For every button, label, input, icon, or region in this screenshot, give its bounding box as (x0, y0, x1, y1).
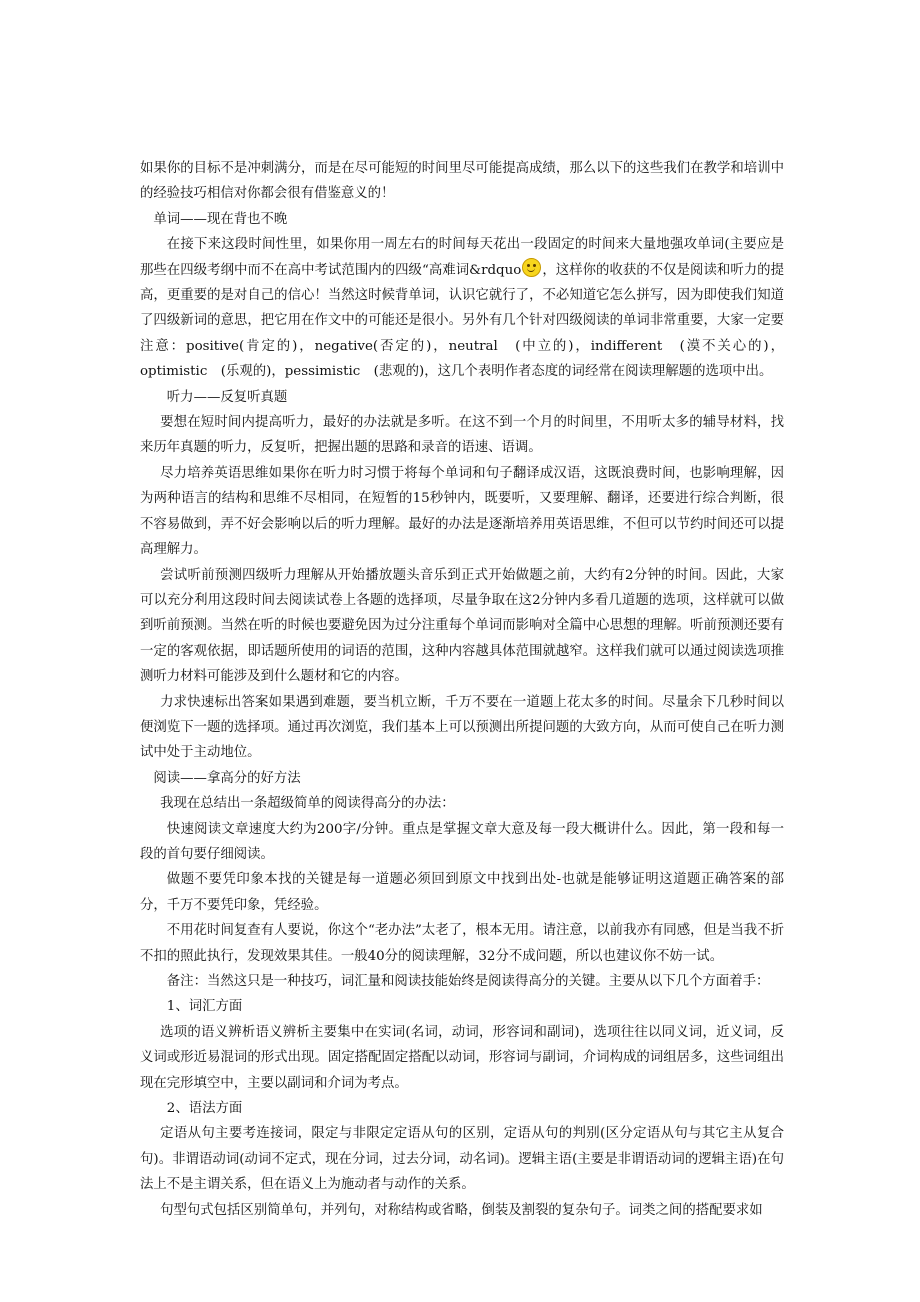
vocabulary-paragraph (140, 232, 784, 384)
listening-paragraph-1: 要想在短时间内提高听力，最好的办法就是多听。在这不到一个月的时间里，不用听太多的辅导材料，找来历年真题的听力，反复听，把握出题的思路和录音的语速、语调。 (140, 415, 784, 456)
section-heading-vocabulary: 单词——现在背也不晚 (153, 211, 288, 227)
vocabulary-text-part1: 在接下来这段时间性里，如果你用一周左右的时间每天花出一段固定的时间来大量地强攻单词(主要应是那些在四级考纲中而不在高中考试范围内的四级“高难词&rdquo (140, 237, 784, 278)
section-heading-listening: 听力——反复听真题 (166, 389, 288, 405)
vocabulary-text-part2: ，这样你的收获的不仅是阅读和听力的提高，更重要的是对自己的信心！当然这时候背单词，认识它就行了，不必知道它怎么拼写，因为即使我们知道了四级新词的意思，把它用在作文中的可能还是很小。另外有几个针对四级阅读的单词非常重要，大家一定要注意：positive(肯定的)，negative(否定的)，neutral (中立的)，indifferent (漠不关心的)，optimistic (乐观的)，pessimistic (悲观的)，这几个表明作者态度的词经常在阅读理解题的选项中出。 (140, 262, 784, 380)
subheading-vocabulary: 1、词汇方面 (166, 999, 243, 1015)
reading-paragraph-3: 做题不要凭印象本找的关键是每一道题必须回到原文中找到出处-也就是能够证明这道题正确答案的部分，千万不要凭印象，凭经验。 (140, 872, 784, 913)
listening-paragraph-2: 尽力培养英语思维如果你在听力时习惯于将每个单词和句子翻译成汉语，这既浪费时间，也影响理解，因为两种语言的结构和思维不尽相同，在短暂的15秒钟内，既要听，又要理解、翻译，还要进行综合判断，很不容易做到，弄不好会影响以后的听力理解。最好的办法是逐渐培养用英语思维，不但可以节约时间还可以提高理解力。 (140, 465, 784, 558)
reading-paragraph-2: 快速阅读文章速度大约为200字/分钟。重点是掌握文章大意及每一段大概讲什么。因此，第一段和每一段的首句要仔细阅读。 (140, 821, 784, 862)
subheading-grammar: 2、语法方面 (166, 1101, 243, 1117)
section-heading-reading: 阅读——拿高分的好方法 (153, 770, 301, 786)
grammar-paragraph-1: 定语从句主要考连接词，限定与非限定定语从句的区别，定语从句的判别(区分定语从句与其它主从复合句)。非谓语动词(动词不定式，现在分词，过去分词，动名词)。逻辑主语(主要是非谓语动词的逻辑主语)在句法上不是主谓关系，但在语义上为施动者与动作的关系。 (140, 1126, 784, 1193)
intro-paragraph: 如果你的目标不是冲刺满分，而是在尽可能短的时间里尽可能提高成绩，那么以下的这些我们在教学和培训中的经验技巧相信对你都会很有借鉴意义的！ (140, 161, 784, 202)
reading-paragraph-5: 备注：当然这只是一种技巧，词汇量和阅读技能始终是阅读得高分的关键。主要从以下几个方面着手： (166, 974, 770, 989)
wink-smiley-icon (522, 258, 541, 277)
vocabulary-aspect-paragraph: 选项的语义辨析语义辨析主要集中在实词(名词，动词，形容词和副词)，选项往往以同义词，近义词，反义词或形近易混词的形式出现。固定搭配固定搭配以动词，形容词与副词，介词构成的词组居多，这些词组出现在完形填空中，主要以副词和介词为考点。 (140, 1024, 784, 1091)
document-body (140, 156, 784, 1223)
reading-paragraph-4: 不用花时间复查有人要说，你这个“老办法”太老了，根本无用。请注意，以前我亦有同感，但是当我不折不扣的照此执行，发现效果其佳。一般40分的阅读理解，32分不成问题，所以也建议你不妨一试。 (140, 923, 784, 964)
listening-paragraph-4: 力求快速标出答案如果遇到难题，要当机立断，千万不要在一道题上花太多的时间。尽量余下几秒时间以便浏览下一题的选择项。通过再次浏览，我们基本上可以预测出所提问题的大致方向，从而可使自己在听力测试中处于主动地位。 (140, 694, 784, 761)
listening-paragraph-3: 尝试听前预测四级听力理解从开始播放题头音乐到正式开始做题之前，大约有2分钟的时间。因此，大家可以充分利用这段时间去阅读试卷上各题的选择项，尽量争取在这2分钟内多看几道题的选项，这样就可以做到听前预测。当然在听的时候也要避免因为过分注重每个单词而影响对全篇中心思想的理解。听前预测还要有一定的客观依据，即话题所使用的词语的范围，这种内容越具体范围就越窄。这样我们就可以通过阅读选项推测听力材料可能涉及到什么题材和它的内容。 (140, 567, 784, 685)
reading-paragraph-1: 我现在总结出一条超级简单的阅读得高分的办法： (160, 796, 455, 812)
grammar-paragraph-2: 句型句式包括区别简单句，并列句，对称结构或省略，倒装及割裂的复杂句子。词类之间的搭配要求如 (160, 1202, 763, 1218)
